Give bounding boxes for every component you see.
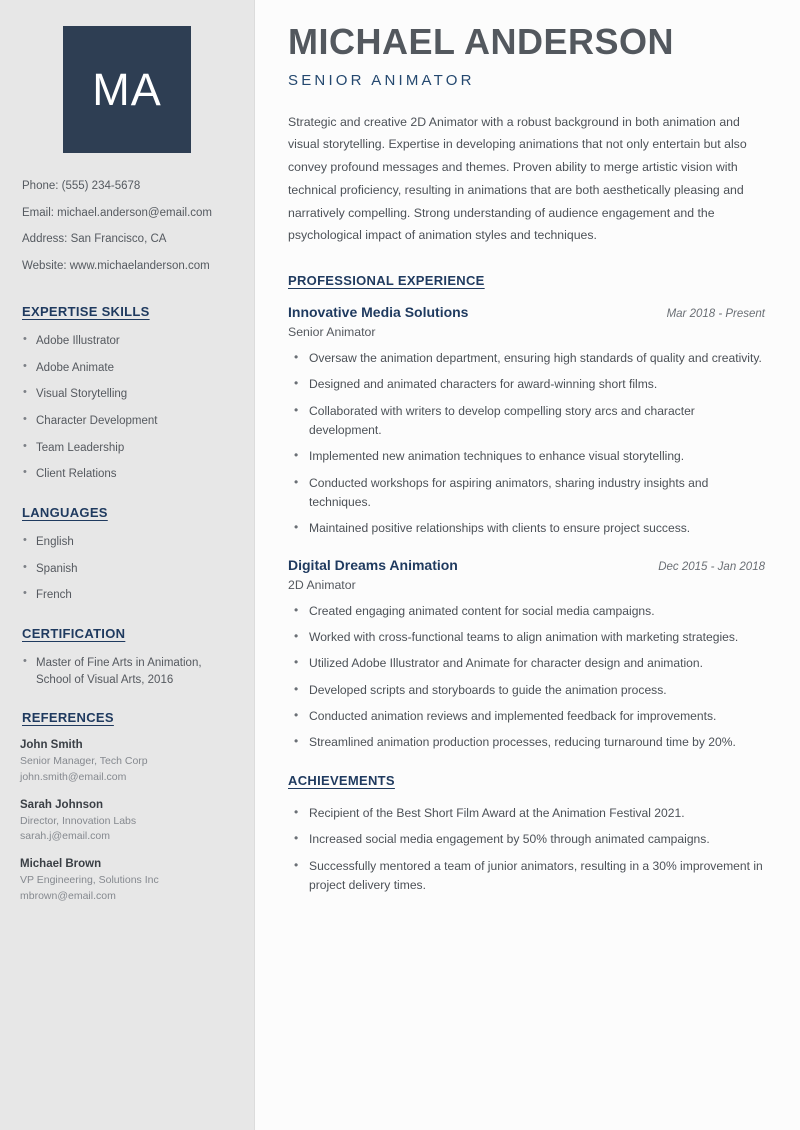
list-item: • Conducted workshops for aspiring animators, sharing industry insights and techniques. — [288, 474, 765, 513]
avatar — [63, 26, 191, 153]
employment-dates: Mar 2018 - Present — [666, 308, 765, 320]
list-item: • Adobe Animate — [20, 360, 234, 377]
achievements-list — [288, 804, 765, 895]
experience-entry — [288, 304, 765, 539]
professional-experience-heading: PROFESSIONAL EXPERIENCE — [288, 273, 485, 288]
expertise-skills-heading: EXPERTISE SKILLS — [22, 304, 150, 320]
contact-address: Address: San Francisco, CA — [22, 233, 167, 246]
page-title: MICHAEL ANDERSON — [288, 21, 675, 62]
list-item: • Collaborated with writers to develop compelling story arcs and character development. — [288, 402, 765, 441]
list-item: • Increased social media engagement by 50% through animated campaigns. — [288, 830, 765, 849]
reference-email: john.smith@email.com — [20, 770, 127, 783]
list-item: • Maintained positive relationships with clients to ensure project success. — [288, 519, 765, 538]
reference-role: Senior Manager, Tech Corp — [20, 755, 148, 768]
company-name: Innovative Media Solutions — [288, 304, 469, 320]
reference-name: Sarah Johnson — [20, 798, 104, 811]
reference-email: mbrown@email.com — [20, 889, 116, 902]
reference-role: Director, Innovation Labs — [20, 814, 137, 827]
list-item: • Recipient of the Best Short Film Award at the Animation Festival 2021. — [288, 804, 765, 823]
contact-list — [22, 179, 234, 274]
certification-list — [20, 655, 234, 688]
list-item: • Worked with cross-functional teams to align animation with marketing strategies. — [288, 628, 765, 647]
list-item: • Spanish — [20, 561, 234, 578]
job-role: 2D Animator — [288, 577, 356, 592]
experience-bullet-list — [288, 602, 765, 753]
section-certification — [20, 626, 234, 688]
avatar-wrapper — [20, 26, 234, 153]
reference-item — [20, 739, 234, 784]
list-item: • Conducted animation reviews and implemented feedback for improvements. — [288, 707, 765, 726]
languages-list — [20, 534, 234, 604]
list-item: • Utilized Adobe Illustrator and Animate for character design and animation. — [288, 654, 765, 673]
list-item: • Visual Storytelling — [20, 386, 234, 403]
list-item: • Designed and animated characters for award-winning short films. — [288, 375, 765, 394]
employment-dates: Dec 2015 - Jan 2018 — [658, 560, 765, 573]
list-item: • Developed scripts and storyboards to guide the animation process. — [288, 681, 765, 700]
list-item: • French — [20, 587, 234, 604]
list-item: • Successfully mentored a team of junior animators, resulting in a 30% improvement in project delivery times. — [288, 857, 765, 896]
reference-item — [20, 858, 234, 903]
certification-heading: CERTIFICATION — [22, 626, 126, 642]
list-item: • Oversaw the animation department, ensuring high standards of quality and creativity. — [288, 349, 765, 368]
reference-name: John Smith — [20, 739, 83, 752]
achievements-heading: ACHIEVEMENTS — [288, 772, 395, 788]
section-achievements — [288, 773, 765, 895]
section-languages — [20, 505, 234, 604]
list-item: • Team Leadership — [20, 440, 234, 457]
references-heading: REFERENCES — [22, 710, 114, 726]
expertise-skills-list — [20, 333, 234, 483]
reference-name: Michael Brown — [20, 858, 102, 871]
section-expertise-skills — [20, 304, 234, 483]
experience-bullet-list — [288, 349, 765, 539]
job-role: Senior Animator — [288, 325, 376, 339]
list-item: • Adobe Illustrator — [20, 333, 234, 350]
reference-email: sarah.j@email.com — [20, 830, 111, 843]
section-references — [20, 710, 234, 903]
contact-website: Website: www.michaelanderson.com — [22, 259, 210, 272]
list-item: • Character Development — [20, 413, 234, 430]
languages-heading: LANGUAGES — [22, 505, 108, 521]
avatar-initials: MA — [92, 64, 162, 115]
main-content — [255, 0, 800, 1130]
experience-header — [288, 557, 765, 573]
reference-role: VP Engineering, Solutions Inc — [20, 874, 159, 887]
contact-email: Email: michael.anderson@email.com — [22, 206, 212, 219]
list-item: • Created engaging animated content for social media campaigns. — [288, 602, 765, 621]
reference-item — [20, 799, 234, 844]
sidebar — [0, 0, 255, 1130]
contact-phone: Phone: (555) 234-5678 — [22, 180, 141, 192]
list-item: • Client Relations — [20, 466, 234, 483]
list-item: • English — [20, 534, 234, 551]
experience-header — [288, 304, 765, 320]
section-professional-experience — [288, 273, 765, 753]
profile-summary: Strategic and creative 2D Animator with a robust background in both animation and visual storytelling. Expertise in developing animations that not only entertain but also convey profound messages and themes. Proven ability to merge artistic vision with technical proficiency, resulting in animations that are both aesthetically pleasing and narratively compelling. Strong understanding of audience engagement and the psychological impact of animation styles and techniques. — [288, 114, 747, 243]
list-item: • Master of Fine Arts in Animation, School of Visual Arts, 2016 — [20, 655, 234, 688]
list-item: • Streamlined animation production processes, reducing turnaround time by 20%. — [288, 733, 765, 752]
professional-title: SENIOR ANIMATOR — [288, 71, 475, 89]
experience-entry — [288, 557, 765, 753]
company-name: Digital Dreams Animation — [288, 556, 458, 573]
list-item: • Implemented new animation techniques to enhance visual storytelling. — [288, 447, 765, 466]
